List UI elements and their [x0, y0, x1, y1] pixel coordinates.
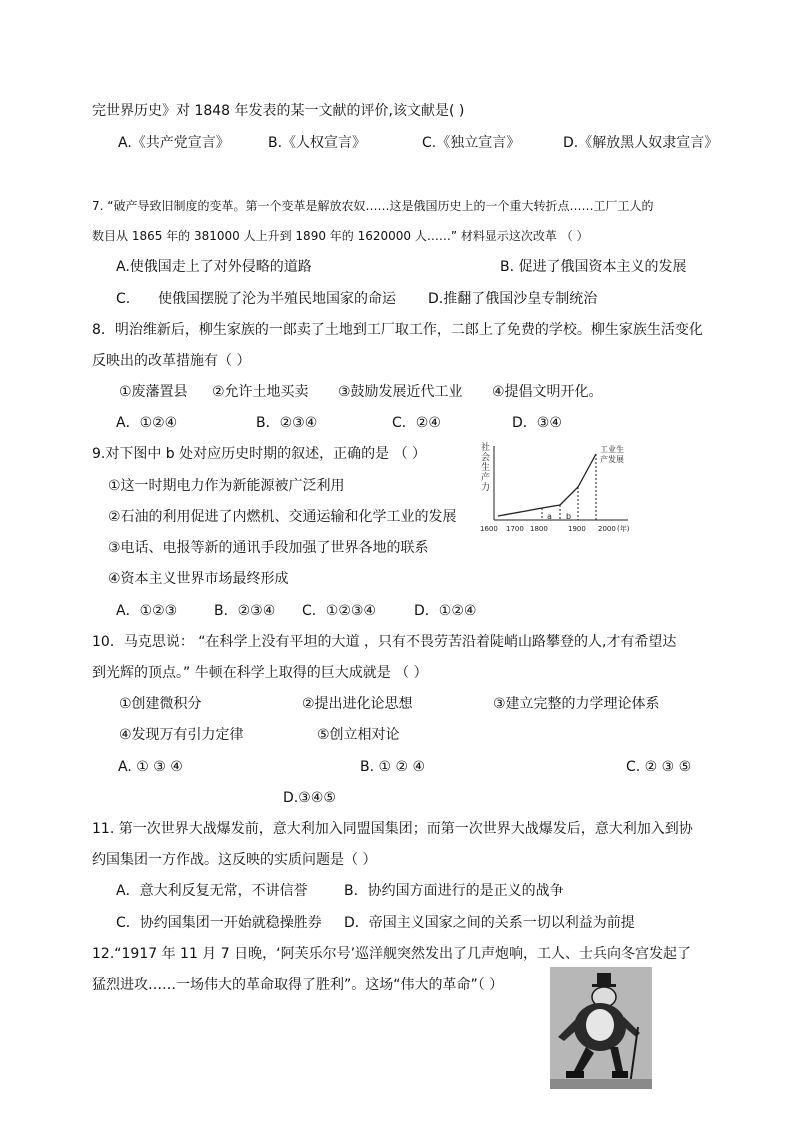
q9-option-b: B．②③④ [214, 603, 276, 619]
q6-option-c: C.《独立宣言》 [422, 135, 521, 151]
q11-stem-line1: 11. 第一次世界大战爆发前，意大利加入同盟国集团；而第一次世界大战爆发后，意大利加入到协 [92, 821, 693, 837]
q7-option-c-letter: C. [116, 291, 131, 307]
q8-option-c: C．②④ [392, 415, 441, 431]
x-tick-1700: 1700 [506, 525, 524, 533]
q10-stem-line2: 到光辉的顶点。” 牛顿在科学上取得的巨大成就是 （ ） [92, 665, 428, 681]
q7-option-b: B. 促进了俄国资本主义的发展 [500, 259, 687, 275]
q10-option-c: C. ② ③ ⑤ [626, 759, 692, 775]
q9-item-2: ②石油的利用促进了内燃机、交通运输和化学工业的发展 [108, 509, 457, 525]
q9-option-c: C．①②③④ [302, 603, 376, 619]
q8-option-b: B．②③④ [256, 415, 318, 431]
q8-stem-line2: 反映出的改革措施有（ ） [92, 353, 251, 369]
q8-option-d: D．③④ [512, 415, 562, 431]
q9-stem: 9.对下图中 b 处对应历史时期的叙述，正确的是 （ ） [92, 446, 427, 462]
q8-option-a: A．①②④ [116, 415, 178, 431]
q6-option-b: B.《人权宣言》 [268, 135, 367, 151]
x-axis-unit: (年) [617, 525, 630, 533]
productivity-graph [478, 440, 638, 540]
curve-label-line1: 工业生 [600, 445, 624, 454]
q11-option-b: B．协约国方面进行的是正义的战争 [344, 883, 564, 899]
y-axis-label [481, 441, 490, 493]
q10-stem-line1: 10．马克思说： “在科学上没有平坦的大道 ，只有不畏劳苦沿着陡峭山路攀登的人,才有希望达 [92, 634, 677, 650]
q10-item-1: ①创建微积分 [119, 696, 202, 712]
q11-option-c: C．协约国集团一开始就稳操胜券 [116, 915, 322, 931]
q11-option-d: D．帝国主义国家之间的关系一切以利益为前提 [344, 915, 635, 931]
q9-item-1: ①这一时期电力作为新能源被广泛利用 [108, 478, 345, 494]
y-label-char: 力 [481, 483, 491, 493]
q7-option-a: A.使俄国走上了对外侵略的道路 [116, 259, 312, 275]
q6-stem: 完世界历史》对 1848 年发表的某一文献的评价,该文献是( ) [92, 103, 465, 119]
q9-option-a: A．①②③ [116, 603, 178, 619]
q6-option-d: D.《解放黑人奴隶宣言》 [563, 135, 719, 151]
q10-option-d: D.③④⑤ [283, 790, 336, 806]
q10-item-5: ⑤创立相对论 [317, 727, 400, 743]
q9-option-d: D．①②④ [414, 603, 477, 619]
segment-a-label: a [547, 512, 552, 521]
y-label-char: 社 [481, 443, 491, 453]
q7-option-c-text: 使俄国摆脱了沦为半殖民地国家的命运 [158, 291, 396, 307]
q9-item-3: ③电话、电报等新的通讯手段加强了世界各地的联系 [108, 540, 429, 556]
x-tick-1800: 1800 [530, 525, 548, 533]
q8-item-3: ③鼓励发展近代工业 [338, 384, 463, 400]
q8-stem-line1: 8．明治维新后，柳生家族的一郎卖了土地到工厂取工作，二郎上了免费的学校。柳生家族生活变化 [92, 322, 703, 338]
q9-item-4: ④资本主义世界市场最终形成 [108, 571, 289, 587]
segment-b-label: b [566, 512, 572, 521]
q7-option-d: D.推翻了俄国沙皇专制统治 [428, 291, 598, 307]
tsar-cartoon-image [550, 967, 652, 1089]
q7-stem-line2: 数目从 1865 年的 381000 人上升到 1890 年的 1620000 人……” 材料显示这次改革 （ ） [92, 229, 589, 243]
q8-item-2: ②允许土地买卖 [212, 384, 309, 400]
industrial-production-curve [498, 454, 596, 516]
q6-option-a: A.《共产党宣言》 [118, 135, 230, 151]
q12-stem-line1: 12.“1917 年 11 月 7 日晚，‘阿芙乐尔号’巡洋舰突然发出了几声炮响，工人、士兵向冬宫发起了 [92, 946, 692, 962]
q11-option-a: A．意大利反复无常，不讲信誉 [116, 883, 308, 899]
q10-option-a: A. ① ③ ④ [118, 759, 183, 775]
y-label-char: 会 [481, 453, 491, 463]
x-tick-1600: 1600 [480, 525, 498, 533]
q12-stem-line2: 猛烈进攻……一场伟大的革命取得了胜利”。这场“伟大的革命”（ ） [92, 977, 504, 993]
q7-stem-line1: 7. “破产导致旧制度的变革。第一个变革是解放农奴……这是俄国历史上的一个重大转折点……工厂工人的 [92, 199, 654, 213]
q8-item-4: ④提倡文明开化。 [492, 384, 603, 400]
q10-option-b: B. ① ② ④ [360, 759, 426, 775]
y-label-char: 产 [481, 473, 491, 483]
q10-item-4: ④发现万有引力定律 [119, 727, 244, 743]
curve-label-line2: 产发展 [600, 455, 624, 464]
q10-item-3: ③建立完整的力学理论体系 [493, 696, 660, 712]
q10-item-2: ②提出进化论思想 [302, 696, 413, 712]
x-tick-1900: 1900 [568, 525, 586, 533]
y-label-char: 生 [481, 463, 491, 473]
q8-item-1: ①废藩置县 [119, 384, 188, 400]
q11-stem-line2: 约国集团一方作战。这反映的实质问题是（ ） [92, 852, 377, 868]
x-tick-2000: 2000 [598, 525, 616, 533]
